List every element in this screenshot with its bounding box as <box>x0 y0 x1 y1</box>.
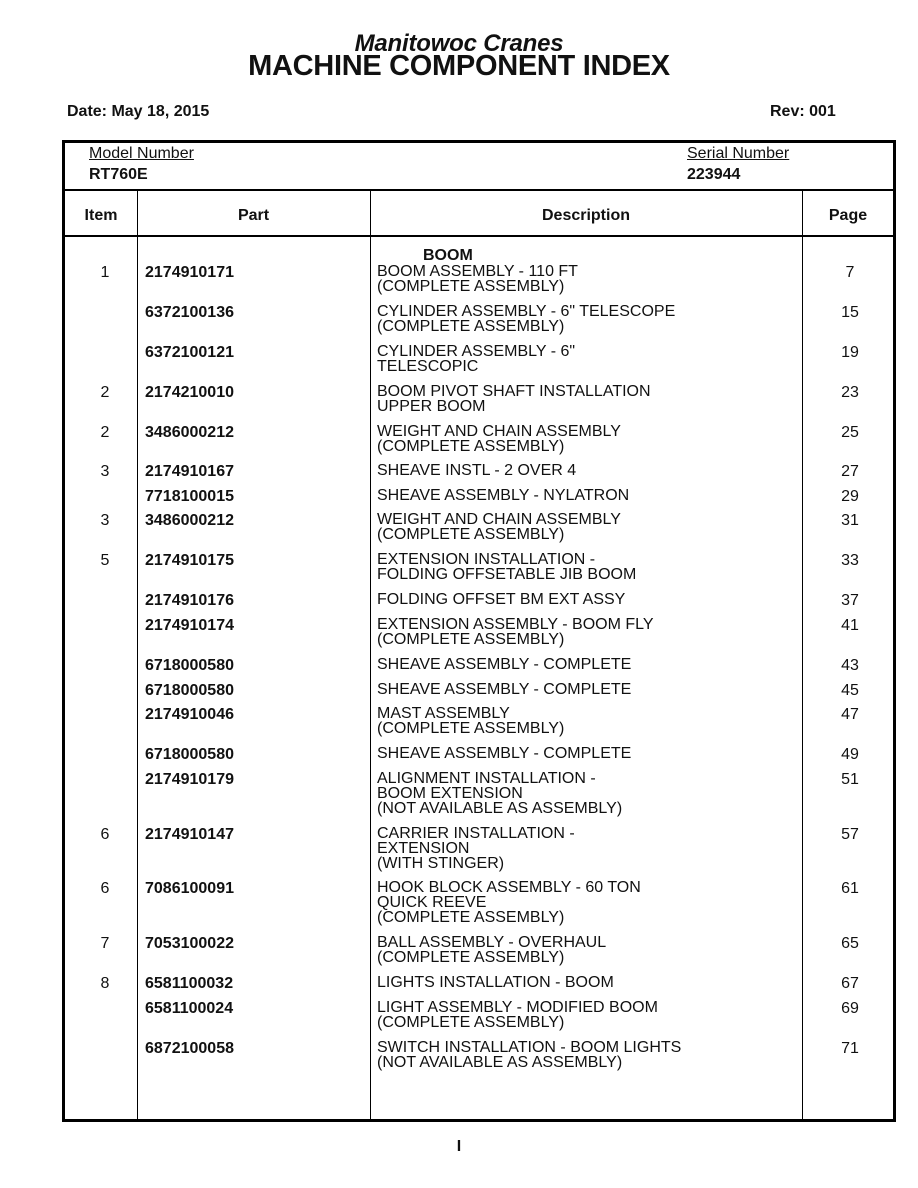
part-number: 2174910175 <box>145 552 234 569</box>
column-header-part: Part <box>237 207 270 224</box>
description-line: (COMPLETE ASSEMBLY) <box>377 1014 565 1031</box>
part-number: 6718000580 <box>145 682 234 699</box>
description-line: WEIGHT AND CHAIN ASSEMBLY <box>377 423 621 440</box>
part-description <box>377 746 797 761</box>
column-header-item: Item <box>84 207 118 224</box>
page-reference: 51 <box>841 771 859 788</box>
part-description <box>377 512 797 542</box>
item-number: 7 <box>100 935 110 952</box>
description-line: SHEAVE ASSEMBLY - NYLATRON <box>377 487 630 504</box>
description-line: EXTENSION <box>377 840 470 857</box>
column-header-page: Page <box>828 207 868 224</box>
description-line: (NOT AVAILABLE AS ASSEMBLY) <box>377 800 623 817</box>
description-line: SHEAVE INSTL - 2 OVER 4 <box>377 462 577 479</box>
description-line: BOOM ASSEMBLY - 110 FT <box>377 263 578 280</box>
page-reference: 19 <box>841 344 859 361</box>
description-line: BALL ASSEMBLY - OVERHAUL <box>377 934 607 951</box>
description-line: SWITCH INSTALLATION - BOOM LIGHTS <box>377 1039 682 1056</box>
part-number: 7086100091 <box>145 880 234 897</box>
part-description <box>377 657 797 672</box>
part-number: 2174910174 <box>145 617 234 634</box>
description-line: TELESCOPIC <box>377 358 479 375</box>
description-line: (COMPLETE ASSEMBLY) <box>377 318 565 335</box>
page-reference: 71 <box>841 1040 859 1057</box>
description-line: SHEAVE ASSEMBLY - COMPLETE <box>377 745 632 762</box>
component-index-table <box>62 140 896 1122</box>
section-heading: BOOM <box>423 247 473 264</box>
page-reference: 69 <box>841 1000 859 1017</box>
part-number: 2174910167 <box>145 463 234 480</box>
description-line: (WITH STINGER) <box>377 855 505 872</box>
header-divider <box>65 189 893 191</box>
part-description <box>377 344 797 374</box>
page-reference: 65 <box>841 935 859 952</box>
part-number: 3486000212 <box>145 512 234 529</box>
description-line: MAST ASSEMBLY <box>377 705 510 722</box>
model-number-label: Model Number <box>89 145 194 162</box>
description-line: CYLINDER ASSEMBLY - 6" <box>377 343 576 360</box>
item-number: 2 <box>100 424 110 441</box>
page-reference: 33 <box>841 552 859 569</box>
page-reference: 47 <box>841 706 859 723</box>
item-number: 5 <box>100 552 110 569</box>
description-line: SHEAVE ASSEMBLY - COMPLETE <box>377 681 632 698</box>
part-description <box>377 592 797 607</box>
part-number: 2174910171 <box>145 264 234 281</box>
description-line: UPPER BOOM <box>377 398 486 415</box>
part-description <box>377 826 797 871</box>
item-number: 8 <box>100 975 110 992</box>
part-description <box>377 463 797 478</box>
part-description <box>377 1000 797 1030</box>
column-header-divider <box>65 235 893 237</box>
document-date: Date: May 18, 2015 <box>67 103 210 120</box>
page-reference: 25 <box>841 424 859 441</box>
page-reference: 31 <box>841 512 859 529</box>
page-reference: 43 <box>841 657 859 674</box>
page-reference: 15 <box>841 304 859 321</box>
item-number: 6 <box>100 880 110 897</box>
serial-number-value: 223944 <box>687 166 741 183</box>
part-description <box>377 1040 797 1070</box>
page-reference: 7 <box>845 264 855 281</box>
page-reference: 23 <box>841 384 859 401</box>
model-number-value: RT760E <box>89 166 148 183</box>
part-number: 2174910046 <box>145 706 234 723</box>
description-line: QUICK REEVE <box>377 894 487 911</box>
item-number: 6 <box>100 826 110 843</box>
description-line: FOLDING OFFSETABLE JIB BOOM <box>377 566 637 583</box>
page-reference: 29 <box>841 488 859 505</box>
part-number: 6872100058 <box>145 1040 234 1057</box>
description-line: LIGHTS INSTALLATION - BOOM <box>377 974 614 991</box>
part-description <box>377 975 797 990</box>
description-line: EXTENSION ASSEMBLY - BOOM FLY <box>377 616 654 633</box>
description-line: CARRIER INSTALLATION - <box>377 825 575 842</box>
part-number: 6581100024 <box>145 1000 234 1017</box>
page-reference: 27 <box>841 463 859 480</box>
document-title: MACHINE COMPONENT INDEX <box>248 50 670 82</box>
part-number: 2174910176 <box>145 592 234 609</box>
part-number: 7718100015 <box>145 488 234 505</box>
description-line: (COMPLETE ASSEMBLY) <box>377 720 565 737</box>
page-reference: 57 <box>841 826 859 843</box>
page-reference: 45 <box>841 682 859 699</box>
item-number: 3 <box>100 463 110 480</box>
part-description <box>377 706 797 736</box>
part-number: 2174910147 <box>145 826 234 843</box>
description-line: FOLDING OFFSET BM EXT ASSY <box>377 591 626 608</box>
description-line: EXTENSION INSTALLATION - <box>377 551 596 568</box>
column-divider-item <box>137 191 138 1119</box>
part-number: 6581100032 <box>145 975 234 992</box>
description-line: (NOT AVAILABLE AS ASSEMBLY) <box>377 1054 623 1071</box>
description-line: (COMPLETE ASSEMBLY) <box>377 278 565 295</box>
part-description <box>377 488 797 503</box>
part-number: 6372100121 <box>145 344 234 361</box>
part-description <box>377 682 797 697</box>
page-reference: 37 <box>841 592 859 609</box>
part-description <box>377 424 797 454</box>
part-number: 6372100136 <box>145 304 234 321</box>
part-description <box>377 264 797 294</box>
part-number: 3486000212 <box>145 424 234 441</box>
part-number: 2174210010 <box>145 384 234 401</box>
part-description <box>377 771 797 816</box>
company-name: Manitowoc Cranes <box>354 30 564 57</box>
serial-number-label: Serial Number <box>687 145 790 162</box>
part-description <box>377 384 797 414</box>
description-line: SHEAVE ASSEMBLY - COMPLETE <box>377 656 632 673</box>
column-header-description: Description <box>541 207 630 224</box>
item-number: 2 <box>100 384 110 401</box>
description-line: (COMPLETE ASSEMBLY) <box>377 526 565 543</box>
part-number: 6718000580 <box>145 746 234 763</box>
column-divider-description <box>802 191 803 1119</box>
description-line: (COMPLETE ASSEMBLY) <box>377 949 565 966</box>
description-line: LIGHT ASSEMBLY - MODIFIED BOOM <box>377 999 658 1016</box>
page-reference: 61 <box>841 880 859 897</box>
part-description <box>377 304 797 334</box>
page-reference: 41 <box>841 617 859 634</box>
description-line: (COMPLETE ASSEMBLY) <box>377 631 565 648</box>
column-divider-part <box>370 191 371 1119</box>
part-number: 2174910179 <box>145 771 234 788</box>
description-line: ALIGNMENT INSTALLATION - <box>377 770 596 787</box>
description-line: BOOM EXTENSION <box>377 785 523 802</box>
document-revision: Rev: 001 <box>770 103 836 120</box>
item-number: 3 <box>100 512 110 529</box>
description-line: HOOK BLOCK ASSEMBLY - 60 TON <box>377 879 641 896</box>
description-line: WEIGHT AND CHAIN ASSEMBLY <box>377 511 621 528</box>
part-description <box>377 552 797 582</box>
description-line: (COMPLETE ASSEMBLY) <box>377 438 565 455</box>
page-reference: 49 <box>841 746 859 763</box>
part-number: 6718000580 <box>145 657 234 674</box>
part-description <box>377 880 797 925</box>
item-number: 1 <box>100 264 110 281</box>
part-description <box>377 617 797 647</box>
part-description <box>377 935 797 965</box>
description-line: (COMPLETE ASSEMBLY) <box>377 909 565 926</box>
page-reference: 67 <box>841 975 859 992</box>
description-line: BOOM PIVOT SHAFT INSTALLATION <box>377 383 651 400</box>
part-number: 7053100022 <box>145 935 234 952</box>
page-number: I <box>456 1138 462 1155</box>
description-line: CYLINDER ASSEMBLY - 6" TELESCOPE <box>377 303 676 320</box>
